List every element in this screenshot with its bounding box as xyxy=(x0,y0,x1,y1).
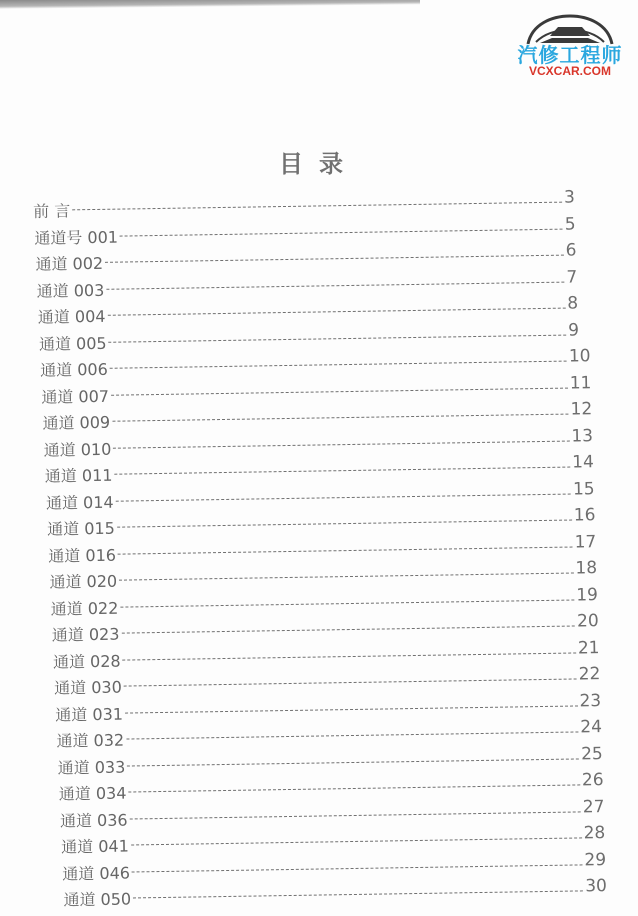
dotted-leader xyxy=(133,890,583,898)
toc-entry-page-number: 11 xyxy=(569,372,592,394)
toc-entry-page-number: 17 xyxy=(574,531,597,552)
toc-entry[interactable] xyxy=(41,372,596,408)
toc-entry[interactable] xyxy=(47,505,600,540)
toc-entry-label: 通道 032 xyxy=(56,730,125,751)
toc-entry[interactable] xyxy=(58,770,609,805)
toc-entry[interactable] xyxy=(42,399,596,434)
dotted-leader xyxy=(120,228,563,236)
toc-entry-page-number: 19 xyxy=(576,584,599,605)
toc-entry[interactable] xyxy=(63,876,611,911)
toc-entry-label: 通道 022 xyxy=(50,598,119,619)
toc-entry-label: 通道 005 xyxy=(38,333,107,354)
dotted-leader xyxy=(107,308,565,316)
toc-entry[interactable] xyxy=(61,823,610,858)
dotted-leader xyxy=(72,202,562,211)
toc-entry[interactable] xyxy=(34,213,591,249)
toc-entry[interactable] xyxy=(44,452,599,487)
dotted-leader xyxy=(109,334,567,342)
toc-entry-label: 通道号 001 xyxy=(34,227,119,248)
dotted-leader xyxy=(120,599,574,607)
toc-entry-label: 通道 007 xyxy=(41,386,110,407)
toc-entry-page-number: 16 xyxy=(573,505,596,526)
toc-entry[interactable] xyxy=(55,690,606,726)
dotted-leader xyxy=(114,467,570,475)
toc-entry-label: 通道 002 xyxy=(35,253,104,274)
dotted-leader xyxy=(124,678,577,686)
toc-entry-label: 通道 011 xyxy=(44,465,113,486)
toc-entry-page-number: 9 xyxy=(567,319,580,341)
toc-entry[interactable] xyxy=(38,319,595,355)
toc-entry-label: 通道 036 xyxy=(59,810,128,831)
dotted-leader xyxy=(113,440,569,448)
dotted-leader xyxy=(112,414,569,422)
toc-entry-page-number: 8 xyxy=(567,293,579,314)
toc-entry-label: 通道 015 xyxy=(47,518,115,539)
toc-entry[interactable] xyxy=(40,346,595,381)
toc-entry-label: 通道 034 xyxy=(58,783,127,804)
toc-entry-page-number: 26 xyxy=(581,770,604,791)
toc-entry-page-number: 15 xyxy=(572,478,595,500)
dotted-leader xyxy=(119,573,573,581)
toc-entry[interactable] xyxy=(59,796,609,831)
toc-entry-label: 通道 003 xyxy=(36,280,105,301)
dotted-leader xyxy=(127,758,579,766)
toc-entry-label: 通道 028 xyxy=(52,651,121,672)
toc-entry-page-number: 29 xyxy=(584,849,607,870)
toc-entry-label: 通道 023 xyxy=(51,624,120,645)
toc-entry[interactable] xyxy=(43,425,597,461)
toc-entry-page-number: 18 xyxy=(575,558,598,579)
toc-entry-page-number: 21 xyxy=(577,637,600,658)
toc-entry-page-number: 7 xyxy=(566,266,578,288)
page-title: 目录 xyxy=(279,150,359,178)
toc-entry-label: 通道 010 xyxy=(43,439,112,460)
toc-entry-page-number: 14 xyxy=(572,452,594,473)
toc-entry-label: 通道 006 xyxy=(40,359,108,380)
dotted-leader xyxy=(106,281,564,289)
toc-entry-label: 通道 016 xyxy=(48,545,117,566)
toc-entry[interactable] xyxy=(36,266,592,302)
dotted-leader xyxy=(125,705,578,713)
toc-entry[interactable] xyxy=(56,717,606,752)
toc-entry[interactable] xyxy=(45,478,599,514)
dotted-leader xyxy=(116,493,571,501)
toc-entry-page-number: 23 xyxy=(579,690,602,711)
toc-entry-label: 通道 009 xyxy=(42,412,111,433)
toc-entry-page-number: 12 xyxy=(570,399,593,420)
toc-entry[interactable] xyxy=(52,637,604,673)
toc-entry[interactable] xyxy=(51,611,604,646)
toc-entry-label: 通道 014 xyxy=(45,492,114,513)
toc-entry-label: 前 言 xyxy=(33,201,71,221)
toc-entry[interactable] xyxy=(62,849,611,884)
watermark-brand-en: VCXCAR.COM xyxy=(528,64,611,78)
toc-entry[interactable] xyxy=(50,584,602,620)
toc-entry-label: 通道 041 xyxy=(61,836,129,857)
toc-entry-label: 通道 004 xyxy=(37,306,106,327)
toc-entry[interactable] xyxy=(54,664,605,699)
toc-entry-page-number: 24 xyxy=(580,717,603,738)
dotted-leader xyxy=(123,652,576,660)
toc-entry-label: 通道 031 xyxy=(55,704,124,725)
dotted-leader xyxy=(105,255,564,263)
dotted-leader xyxy=(130,811,581,819)
toc-entry-page-number: 5 xyxy=(564,213,576,235)
toc-entry-page-number: 30 xyxy=(585,876,608,897)
toc-entry[interactable] xyxy=(35,240,592,275)
dotted-leader xyxy=(131,837,582,845)
toc-entry[interactable] xyxy=(33,187,590,222)
toc-entry-page-number: 13 xyxy=(571,425,594,447)
toc-entry-page-number: 28 xyxy=(583,823,606,844)
toc-entry[interactable] xyxy=(48,531,601,567)
dotted-leader xyxy=(126,731,578,739)
dotted-leader xyxy=(121,625,575,633)
toc-entry-page-number: 10 xyxy=(568,346,591,367)
toc-entry[interactable] xyxy=(49,558,601,593)
toc-entry-page-number: 27 xyxy=(582,796,605,817)
dotted-leader xyxy=(132,864,583,872)
dotted-leader xyxy=(110,361,567,369)
dotted-leader xyxy=(118,546,573,554)
toc-entry-page-number: 20 xyxy=(576,611,599,632)
toc-entry[interactable] xyxy=(57,743,607,779)
toc-entry-label: 通道 046 xyxy=(62,863,131,884)
toc-entry-label: 通道 033 xyxy=(57,757,126,778)
toc-entry[interactable] xyxy=(37,293,594,328)
toc-entry-label: 通道 050 xyxy=(63,889,132,910)
watermark-brand-cn: 汽修工程师 xyxy=(517,43,623,67)
dotted-leader xyxy=(128,784,580,792)
toc-entry-page-number: 22 xyxy=(578,664,601,685)
dotted-leader xyxy=(111,387,568,395)
toc-entry-label: 通道 020 xyxy=(49,571,118,592)
toc-entry-label: 通道 030 xyxy=(54,677,122,698)
toc-entry-page-number: 6 xyxy=(565,240,577,261)
toc-entry-page-number: 25 xyxy=(581,743,603,764)
toc-entry-page-number: 3 xyxy=(563,187,576,208)
dotted-leader xyxy=(117,520,572,528)
